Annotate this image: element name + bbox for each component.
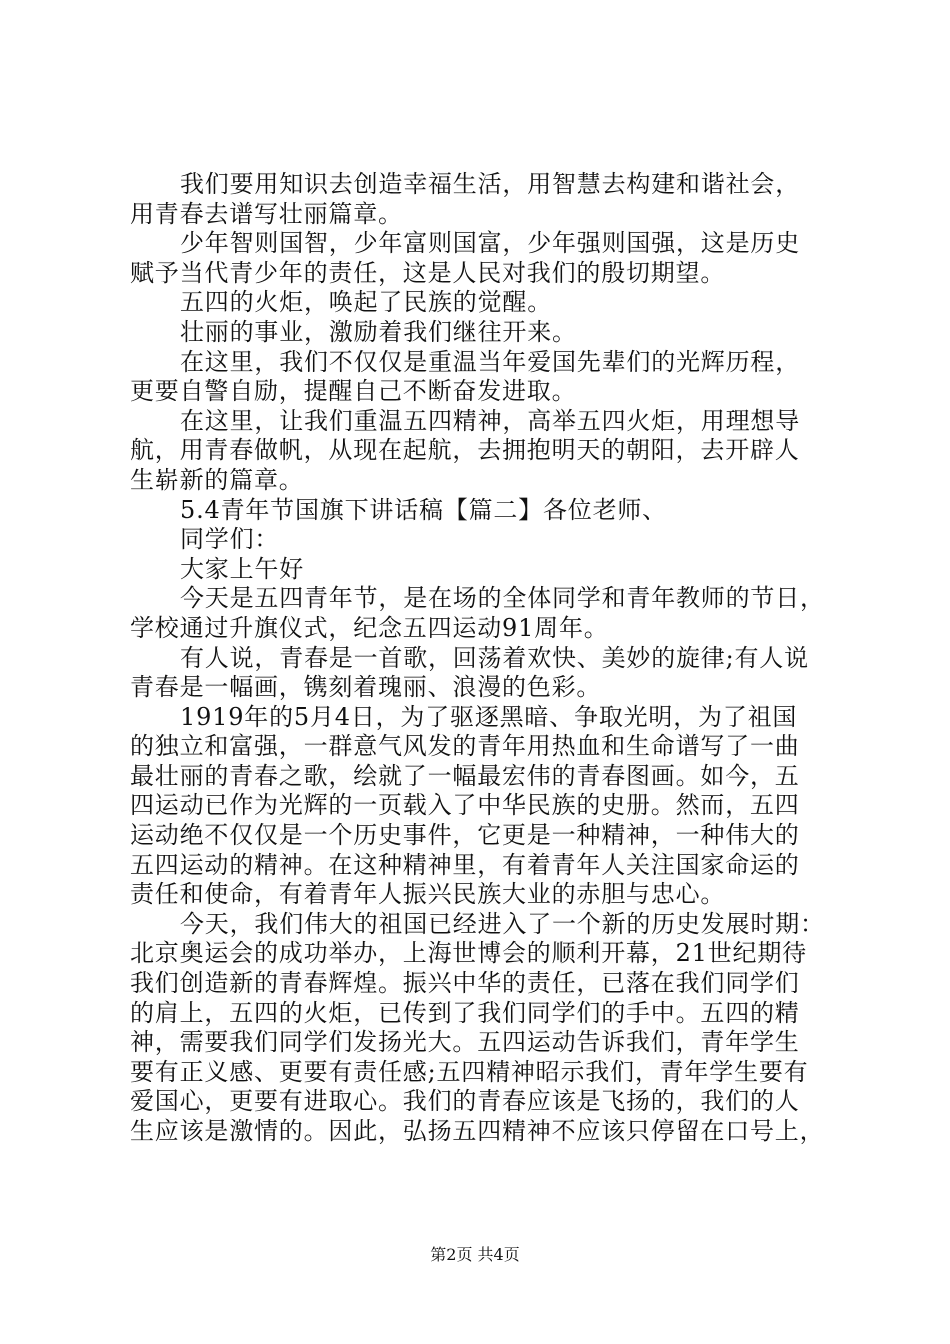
text-line: 的肩上，五四的火炬，已传到了我们同学们的手中。五四的精	[130, 998, 800, 1027]
text-line: 今天，我们伟大的祖国已经进入了一个新的历史发展时期：	[180, 909, 825, 938]
document-body	[130, 170, 835, 1147]
text-line: 生应该是激情的。因此，弘扬五四精神不应该只停留在口号上，	[130, 1117, 825, 1145]
text-line: 北京奥运会的成功举办，上海世博会的顺利开幕，21世纪期待	[130, 939, 807, 968]
text-line: 壮丽的事业，激励着我们继往开来。	[180, 317, 577, 346]
text-line: 有人说，青春是一首歌，回荡着欢快、美妙的旋律;有人说	[180, 643, 809, 672]
text-line: 神，需要我们同学们发扬光大。五四运动告诉我们，青年学生	[130, 1028, 800, 1057]
text-line: 运动绝不仅仅是一个历史事件，它更是一种精神，一种伟大的	[130, 821, 800, 850]
text-line: 少年智则国智，少年富则国富，少年强则国强，这是历史	[180, 229, 800, 258]
text-line: 更要自警自励，提醒自己不断奋发进取。	[130, 377, 577, 406]
text-line: 同学们：	[180, 525, 280, 554]
text-line: 赋予当代青少年的责任，这是人民对我们的殷切期望。	[130, 258, 726, 287]
text-line: 生崭新的篇章。	[130, 465, 304, 494]
text-line: 我们创造新的青春辉煌。振兴中华的责任，已落在我们同学们	[130, 969, 800, 998]
page-number-footer: 第2页 共4页	[430, 1245, 520, 1264]
text-line: 在这里，我们不仅仅是重温当年爱国先辈们的光辉历程，	[180, 347, 800, 376]
text-line: 5.4青年节国旗下讲话稿【篇二】各位老师、	[180, 495, 667, 524]
text-line: 今天是五四青年节，是在场的全体同学和青年教师的节日，	[180, 584, 825, 613]
text-line: 四运动已作为光辉的一页载入了中华民族的史册。然而，五四	[130, 791, 800, 820]
text-line: 五四的火炬，唤起了民族的觉醒。	[180, 288, 552, 317]
text-line: 青春是一幅画，镌刻着瑰丽、浪漫的色彩。	[130, 673, 602, 702]
text-line: 在这里，让我们重温五四精神，高举五四火炬，用理想导	[180, 406, 800, 435]
text-line: 大家上午好	[180, 554, 304, 583]
text-line: 五四运动的精神。在这种精神里，有着青年人关注国家命运的	[130, 850, 800, 879]
text-line: 最壮丽的青春之歌，绘就了一幅最宏伟的青春图画。如今，五	[130, 761, 800, 790]
text-line: 我们要用知识去创造幸福生活，用智慧去构建和谐社会，	[180, 170, 800, 198]
text-line: 用青春去谱写壮丽篇章。	[130, 199, 403, 228]
text-line: 1919年的5月4日，为了驱逐黑暗、争取光明，为了祖国	[180, 702, 798, 731]
text-line: 要有正义感、更要有责任感;五四精神昭示我们，青年学生要有	[130, 1057, 809, 1086]
text-line: 航，用青春做帆，从现在起航，去拥抱明天的朝阳，去开辟人	[130, 436, 800, 465]
text-line: 爱国心，更要有进取心。我们的青春应该是飞扬的，我们的人	[130, 1087, 800, 1116]
text-line: 责任和使命，有着青年人振兴民族大业的赤胆与忠心。	[130, 880, 726, 909]
text-line: 的独立和富强，一群意气风发的青年用热血和生命谱写了一曲	[130, 732, 800, 761]
text-line: 学校通过升旗仪式，纪念五四运动91周年。	[130, 613, 609, 642]
